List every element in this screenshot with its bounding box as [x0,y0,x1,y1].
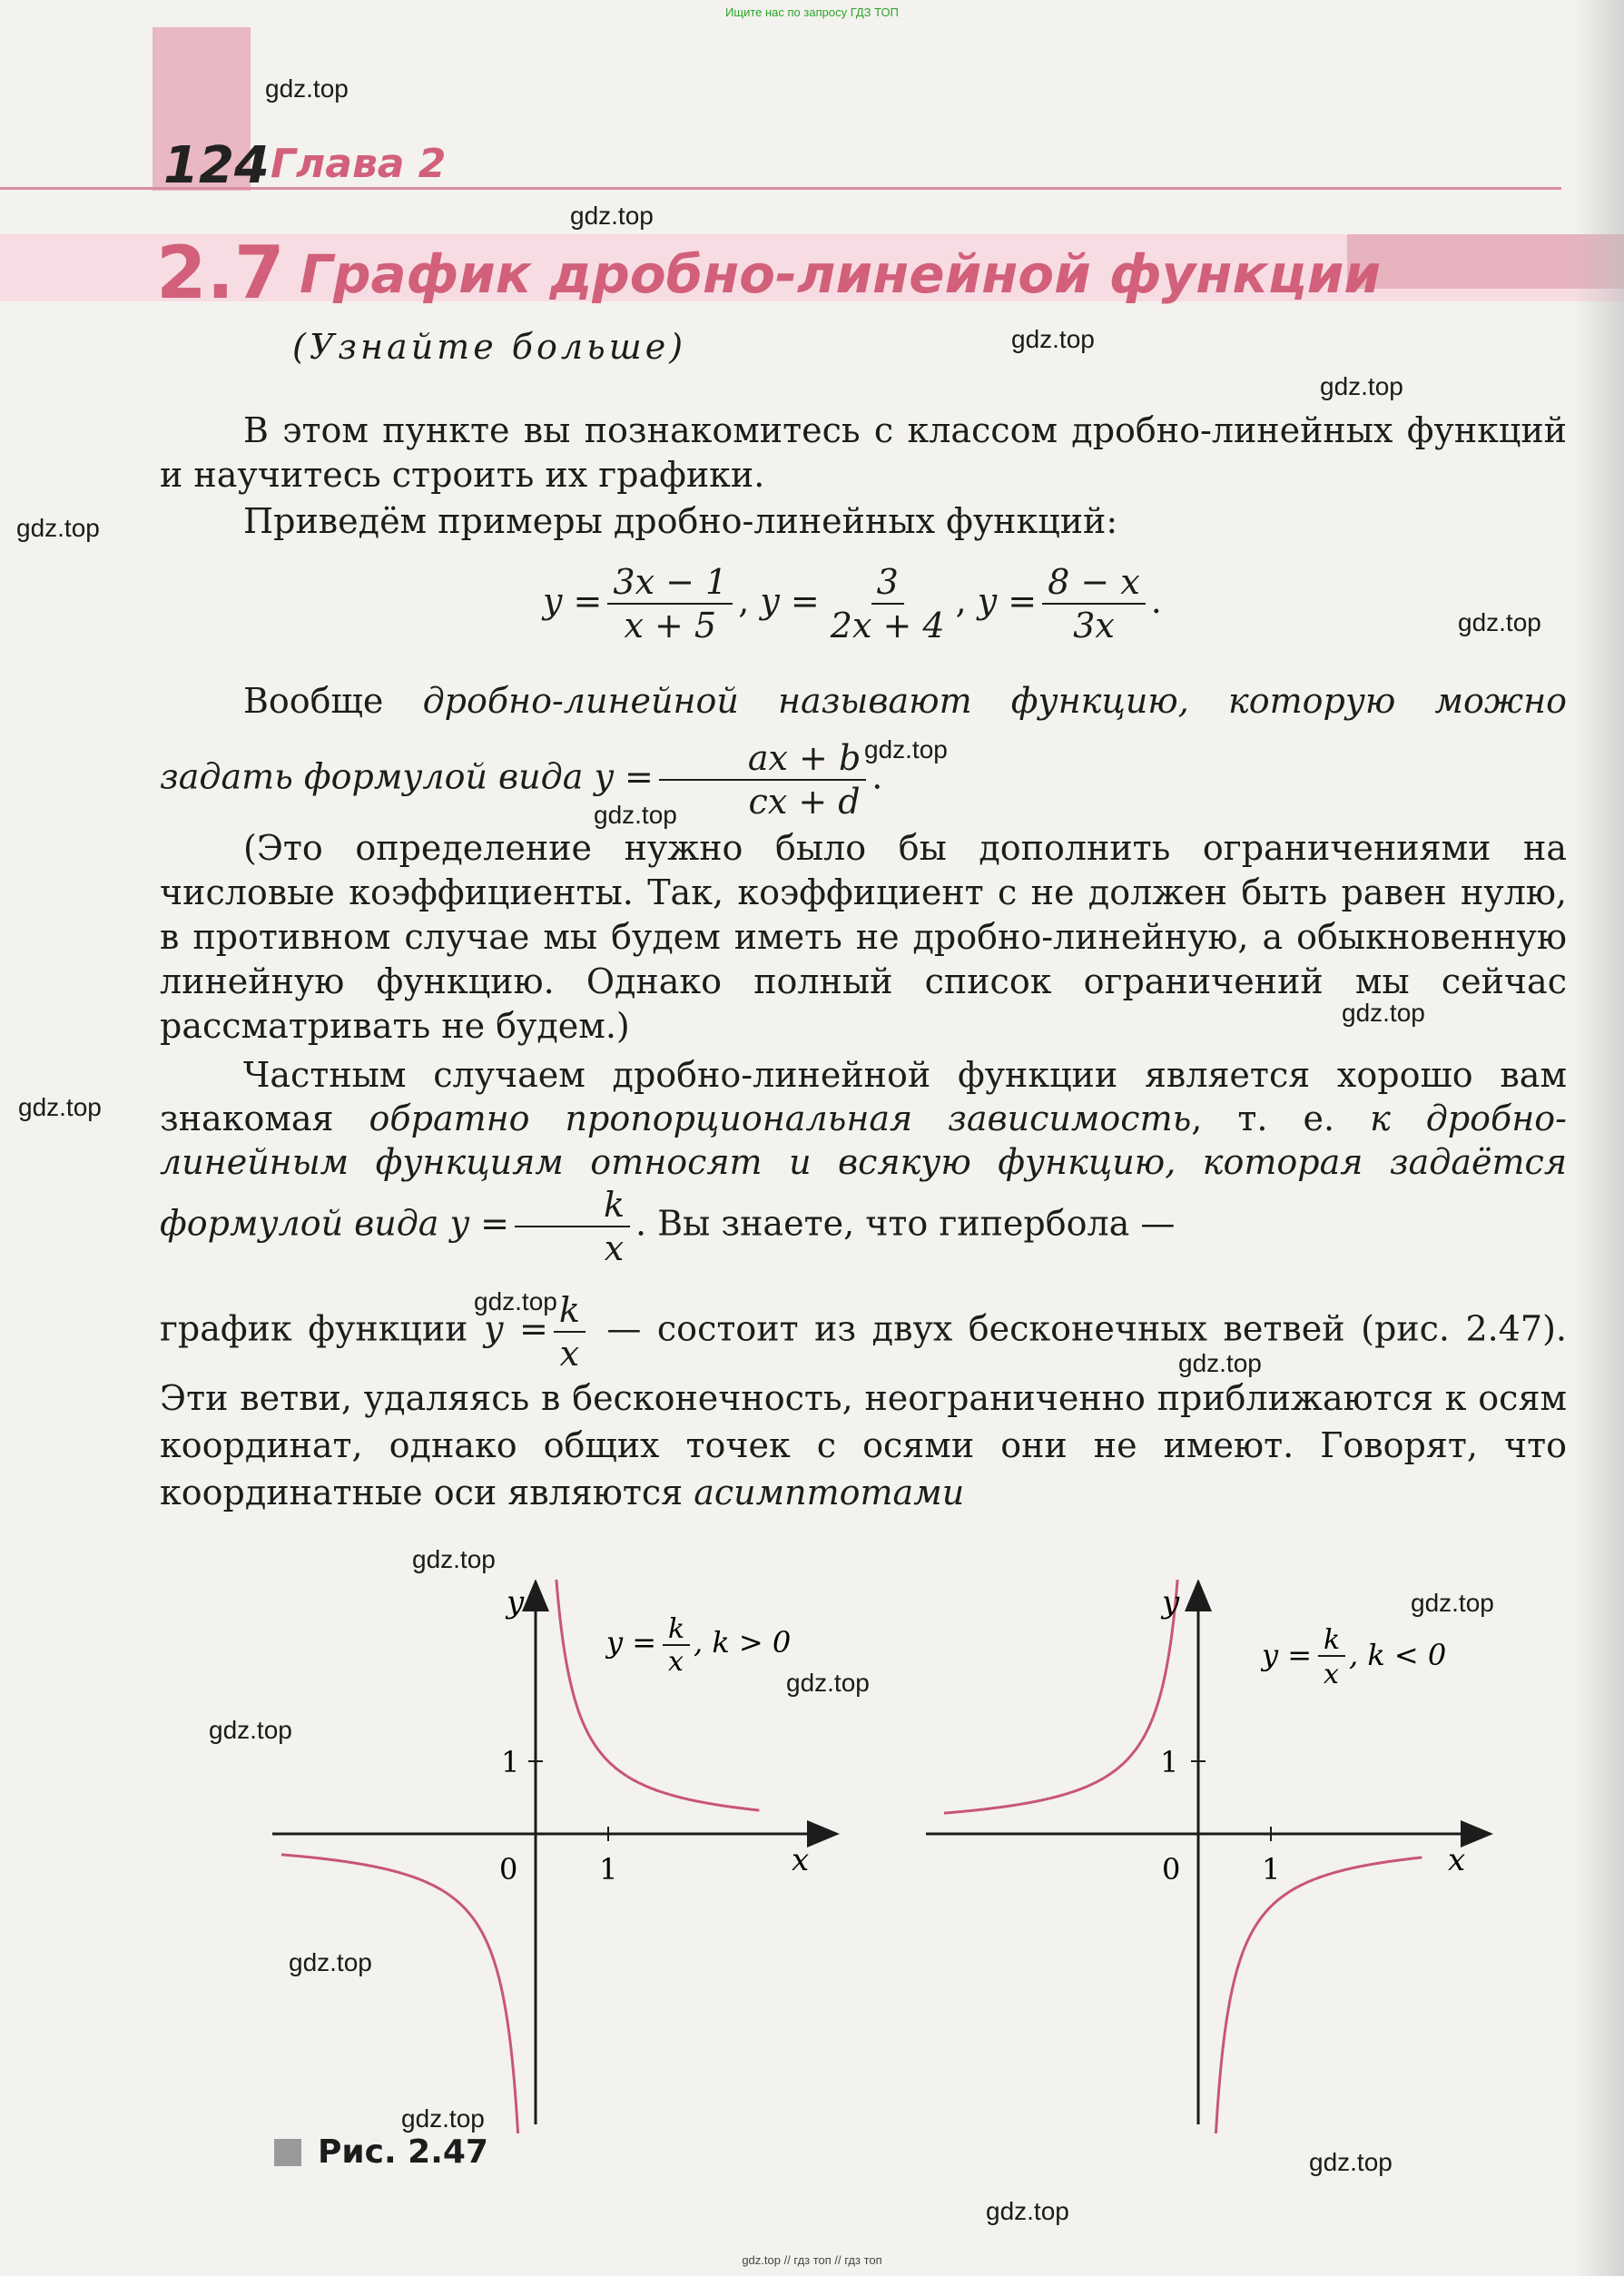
right-formula-num: k [1324,1624,1341,1656]
right-y-label: y [1162,1584,1180,1621]
right-curve-branch-lower [1213,1857,1422,2133]
left-formula-lhs: y = [606,1625,657,1660]
right-tick-y-label: 1 [1160,1745,1179,1779]
page-edge-shadow [1575,0,1624,2276]
bottom-banner: gdz.top // гдз топ // гдз топ [742,2253,882,2267]
left-formula-num: k [668,1613,685,1645]
watermark: gdz.top [1178,1349,1262,1377]
watermark: gdz.top [1458,608,1541,636]
watermark: gdz.top [412,1545,496,1573]
chapter-title: Глава 2 [271,141,447,187]
watermark: gdz.top [570,202,654,230]
watermark: gdz.top [209,1716,292,1744]
right-formula-cond: , k < 0 [1349,1638,1447,1672]
watermark: gdz.top [594,801,677,829]
left-curve-branch-positive [550,1580,759,1810]
watermark: gdz.top [1411,1589,1494,1617]
watermark: gdz.top [474,1287,557,1315]
paragraph-hyperbola: график функции y = $\frac{k}{x}$ — состоит из двух бесконечных ветвей (рис. 2.47). Эти ветви, удаляясь в бесконечность, неограниченно приближаются к осям координат, однако общих точек с осями они не имеют. Говорят, что координатные оси являются асимптотами [160,1290,1567,1512]
watermark: gdz.top [265,74,349,103]
paragraph-note: (Это определение нужно было бы дополнить ограничениями на числовые коэффициенты. Так, коэффициент c не должен быть равен нулю, в противном случае мы будем иметь не дробно-линейную, а обыкновенную линейную функцию. Однако полный список ограничений мы сейчас рассматривать не будем.) [160,828,1567,1046]
left-tick-x-label: 1 [599,1852,618,1887]
left-tick-y-label: 1 [501,1745,520,1779]
right-tick-x-label: 1 [1262,1852,1281,1887]
section-number: 2.7 [156,231,285,315]
left-curve-branch-negative [281,1855,518,2133]
example-1: y = $\frac{3x - 1}{x + 5}$ , [543,562,750,645]
paragraph-special-case: Частным случаем дробно-линейной функции является хорошо вам знакомая обратно пропорциональная зависимость, т. е. к дробно-линейным функциям относят и всякую функцию, которая задаётся формулой вида y = $\frac{k}{x}$ . Вы знаете, что гипербола — [160,1055,1568,1268]
page-number: 124 [163,136,270,195]
figure-caption: Рис. 2.47 [318,2133,488,2171]
right-formula-den: x [1324,1659,1339,1690]
right-origin-label: 0 [1162,1852,1181,1887]
section-title: График дробно-линейной функции [300,243,1382,305]
watermark: gdz.top [1011,325,1095,353]
watermark: gdz.top [289,1948,372,1976]
example-3: y = $\frac{8 - x}{3x}$ . [977,562,1162,645]
watermark: gdz.top [1342,999,1425,1027]
left-plot [272,1580,826,2133]
watermark: gdz.top [401,2104,485,2133]
watermark: gdz.top [986,2197,1069,2225]
left-formula-den: x [668,1646,684,1678]
watermark: gdz.top [1320,372,1403,400]
watermark: gdz.top [1309,2148,1393,2176]
section-subtitle: (Узнайте больше) [292,327,687,367]
right-x-label: x [1448,1842,1466,1878]
left-y-label: y [507,1584,525,1621]
left-origin-label: 0 [499,1852,518,1887]
paragraph-examples-lead: Приведём примеры дробно-линейных функций: [243,501,1118,541]
example-2: y = $\frac{3}{2x + 4}$ , [760,562,967,645]
watermark: gdz.top [786,1669,870,1697]
top-banner: Ищите нас по запросу ГДЗ ТОП [725,5,899,19]
watermark: gdz.top [16,514,100,542]
paragraph-definition: Вообще дробно-линейной называют функцию, которую можно задать формулой вида y = $\frac{ax + b}{cx + d}$ . [160,681,1567,822]
examples-formulas [543,561,1451,646]
right-formula-lhs: y = [1262,1638,1313,1672]
figure-2-47 [263,1580,1552,2133]
right-plot [926,1580,1480,2133]
left-formula-cond: , k > 0 [694,1625,792,1660]
watermark: gdz.top [864,735,948,764]
watermark: gdz.top [18,1093,102,1121]
right-curve-branch-upper [944,1580,1181,1813]
paragraph-intro: В этом пункте вы познакомитесь с классом дробно-линейных функций и научитесь строить их графики. [160,410,1567,495]
left-x-label: x [792,1842,810,1878]
